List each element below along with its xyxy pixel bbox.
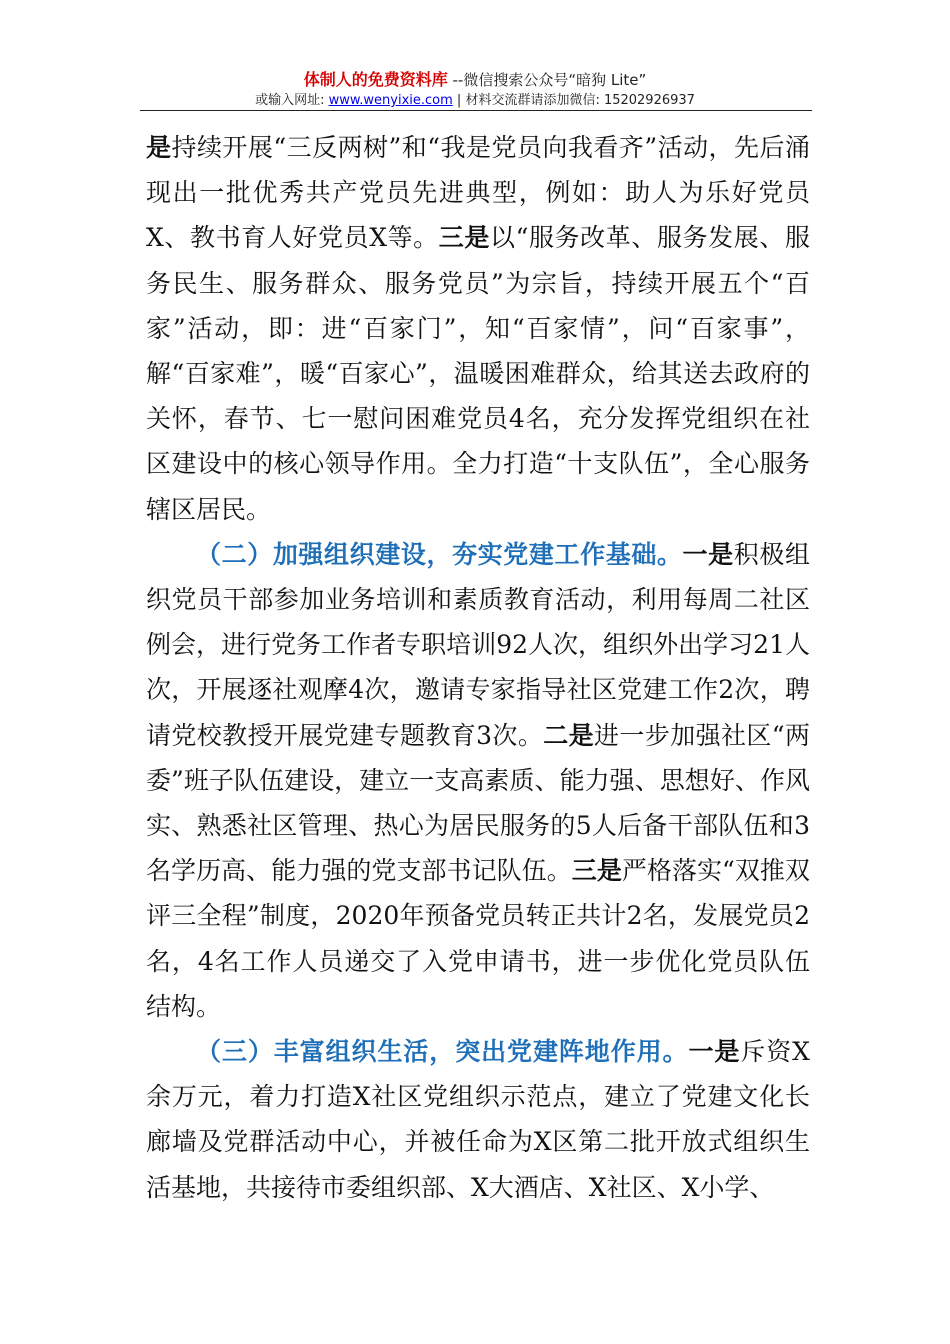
- header-brand: 体制人的免费资料库: [303, 70, 448, 89]
- paragraph-text: 持续开展“三反两树”和“我是党员向我看齐”活动，先后涌现出一批优秀共产党员先进典型，例如：助人为乐好党员X、教书育人好党员X等。: [146, 133, 810, 253]
- paragraph-text: 进一步加强社区“两委”班子队伍建设，建立一支高素质、能力强、思想好、作风实、熟悉社区管理、热心为居民服务的5人后备干部队伍和3名学历高、能力强的党支部书记队伍。: [146, 720, 810, 886]
- paragraph-text: 严格落实“双推双评三全程”制度，2020年预备党员转正共计2名，发展党员2名，4名工作人员递交了入党申请书，进一步优化党员队伍结构。: [146, 856, 810, 1021]
- header-url-link[interactable]: www.wenyixie.com: [328, 93, 453, 108]
- paragraph-text: 积极组织党员干部参加业务培训和素质教育活动，利用每周二社区例会，进行党务工作者专职培训92人次，组织外出学习21人次，开展逐社观摩4次，邀请专家指导社区党建工作2次，聘请党校教授开展党建专题教育3次。: [146, 539, 810, 750]
- header-url-prefix: 或输入网址:: [255, 93, 329, 108]
- page-header: [0, 70, 950, 110]
- section-heading: （二）加强组织建设，夯实党建工作基础。: [196, 539, 683, 569]
- header-divider: [140, 110, 812, 111]
- ordinal-marker: 一是: [682, 539, 734, 569]
- header-contact: | 材料交流群请添加微信: 15202926937: [452, 93, 695, 108]
- paragraph-2: [146, 532, 810, 1029]
- ordinal-marker: 二是: [543, 720, 595, 750]
- document-body: [146, 125, 810, 1210]
- ordinal-marker: 三是: [438, 223, 490, 253]
- paragraph-1: [146, 125, 810, 532]
- ordinal-marker: 一是: [688, 1037, 741, 1067]
- header-wechat-note: --微信搜索公众号“暗狗 Lite”: [447, 71, 647, 89]
- paragraph-3: [146, 1029, 810, 1210]
- header-line-2: [0, 92, 950, 110]
- paragraph-text: 斥资X余万元，着力打造X社区党组织示范点，建立了党建文化长廊墙及党群活动中心，并被任命为X区第二批开放式组织生活基地，共接待市委组织部、X大酒店、X社区、X小学、: [146, 1037, 810, 1202]
- section-heading: （三）丰富组织生活，突出党建阵地作用。: [196, 1037, 689, 1067]
- paragraph-text: 以“服务改革、服务发展、服务民生、服务群众、服务党员”为宗旨，持续开展五个“百家”活动，即：进“百家门”，知“百家情”，问“百家事”，解“百家难”，暖“百家心”，温暖困难群众，给其送去政府的关怀，春节、七一慰问困难党员4名，充分发挥党组织在社区建设中的核心领导作用。全力打造“十支队伍”，全心服务辖区居民。: [146, 223, 810, 524]
- ordinal-marker: 是: [146, 133, 172, 162]
- ordinal-marker: 三是: [571, 856, 622, 886]
- header-line-1: [0, 70, 950, 90]
